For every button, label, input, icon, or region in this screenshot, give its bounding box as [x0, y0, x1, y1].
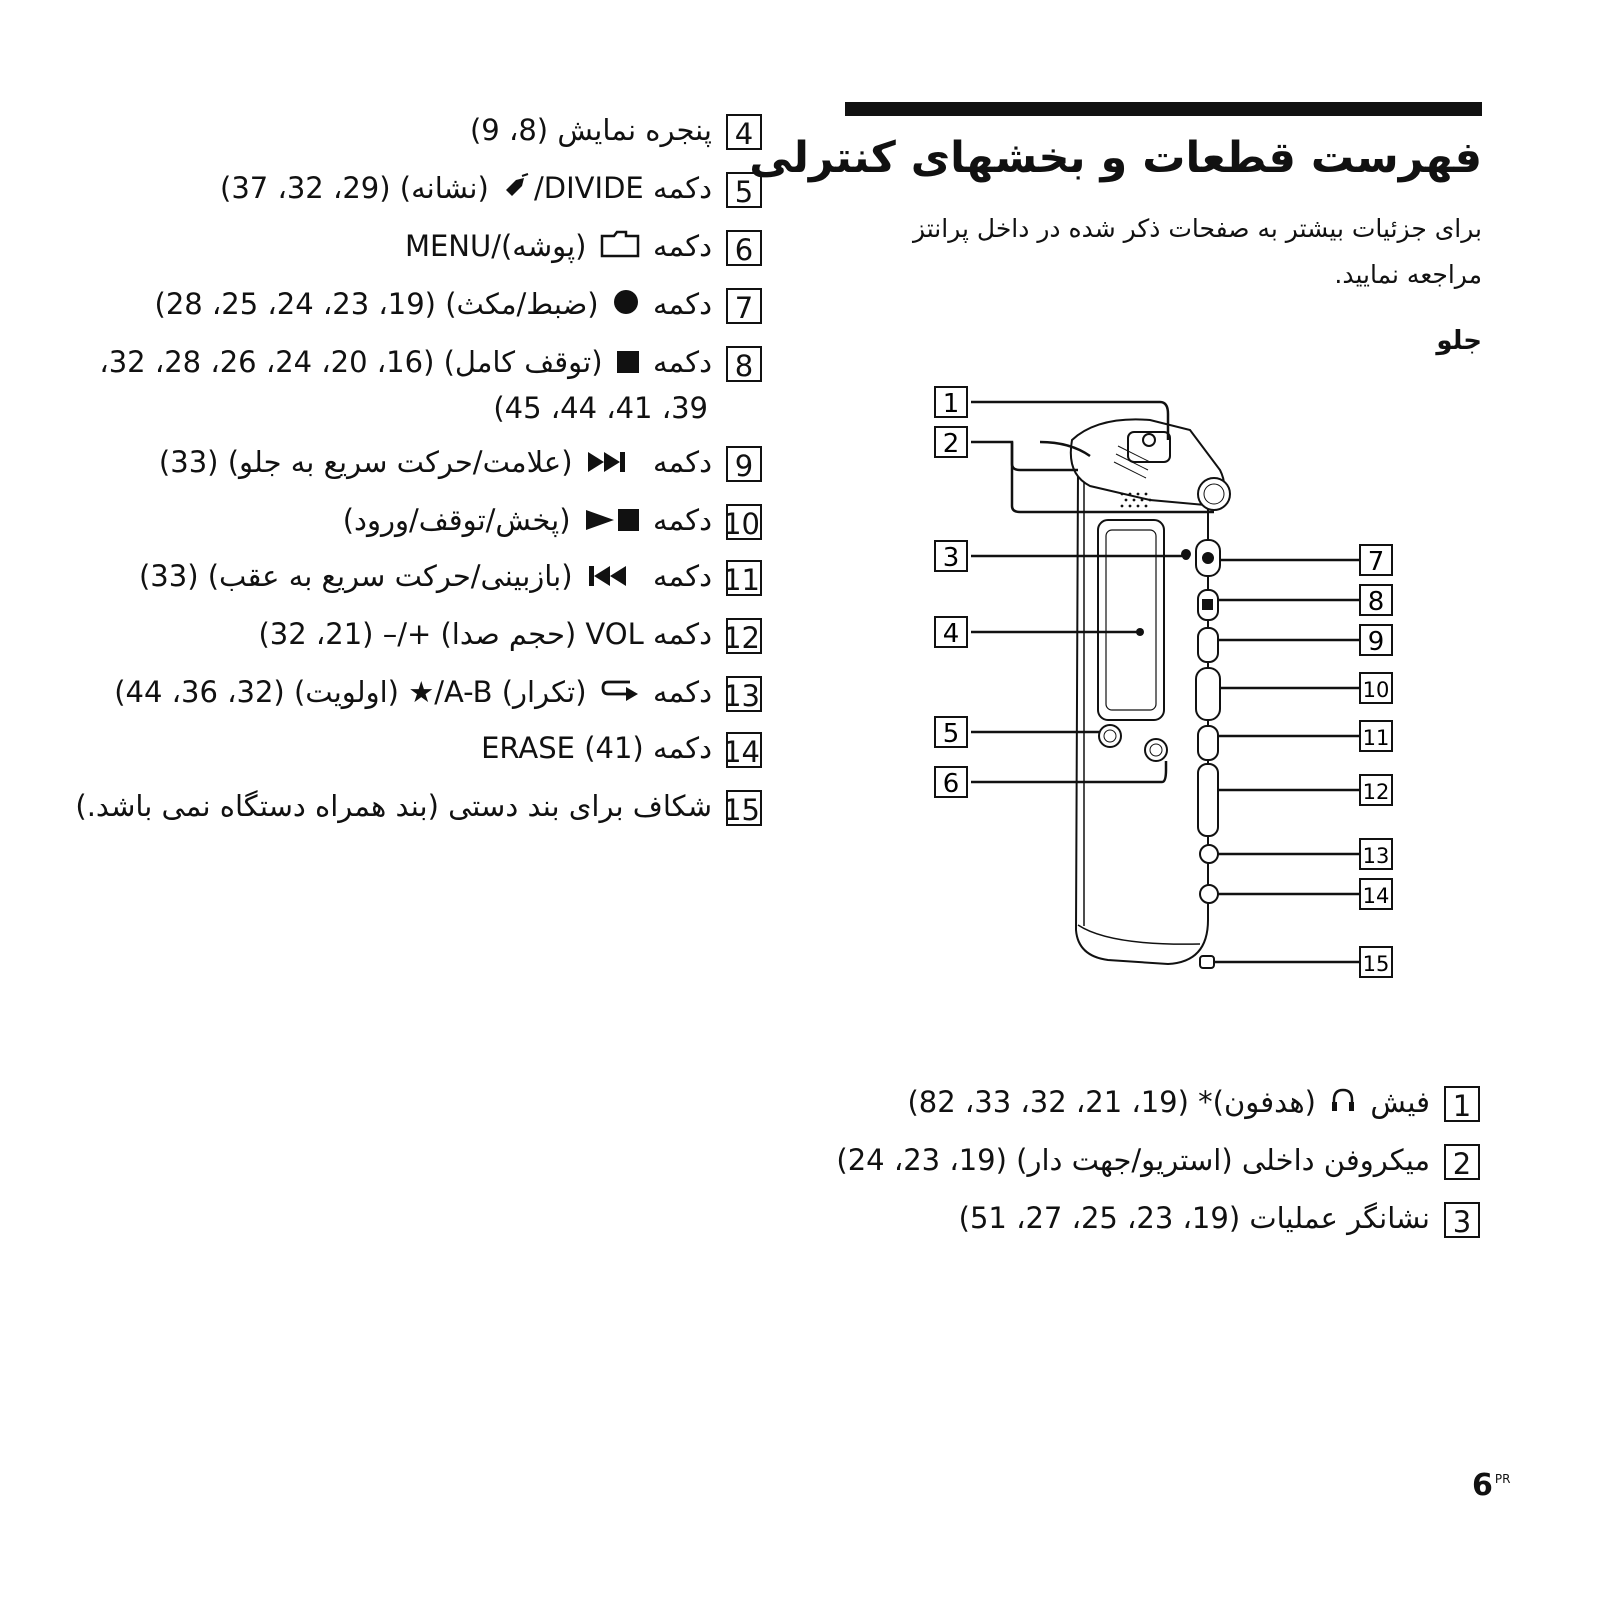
record-icon [612, 284, 640, 328]
svg-text:13: 13 [1362, 844, 1390, 868]
svg-text:5: 5 [942, 719, 960, 749]
play-stop-icon [584, 500, 640, 544]
rewind-icon [586, 556, 628, 600]
page-title: فهرست قطعات و بخشهای کنترلی [749, 133, 1482, 183]
callout-3 [935, 541, 967, 573]
part-text-2: (تکرار) A-B/★ (اولویت) (32، 36، 44) [114, 675, 596, 709]
fast-forward-icon [586, 442, 628, 486]
part-item-9 [159, 440, 762, 486]
svg-text:4: 4 [942, 619, 960, 649]
part-text: میکروفن داخلی (استریو/جهت دار) (19، 23، 24) [836, 1143, 1430, 1177]
recorder-diagram [920, 380, 1400, 1000]
svg-text:8: 8 [1367, 587, 1385, 617]
part-text: دکمه [643, 445, 712, 479]
part-number: 11 [726, 560, 762, 596]
stop-icon [616, 342, 640, 386]
part-text: فیش [1361, 1085, 1430, 1119]
part-number: 14 [726, 732, 762, 768]
part-number: 10 [726, 504, 762, 540]
intro-text: برای جزئیات بیشتر به صفحات ذکر شده در داخل پرانتز مراجعه نمایید. [912, 214, 1482, 289]
callout-2 [935, 427, 967, 459]
section-rule [845, 102, 1482, 116]
part-number: 3 [1444, 1202, 1480, 1238]
callout-11 [1360, 721, 1392, 751]
part-item-3 [959, 1196, 1480, 1240]
part-number: 6 [726, 230, 762, 266]
part-number: 4 [726, 114, 762, 150]
part-text: دکمه [643, 345, 712, 379]
part-item-12 [258, 612, 762, 656]
part-text-2: (نشانه) (29، 32، 37) [220, 171, 499, 205]
part-number: 1 [1444, 1086, 1480, 1122]
callout-10 [1360, 673, 1392, 703]
repeat-icon [600, 672, 640, 716]
part-item-7 [154, 282, 762, 328]
part-text-2: (علامت/حرکت سریع به جلو) (33) [158, 445, 582, 479]
part-item-8 [99, 340, 762, 430]
part-number: 12 [726, 618, 762, 654]
section-label-front: جلو [1436, 326, 1482, 356]
svg-text:9: 9 [1367, 627, 1385, 657]
part-item-4 [470, 108, 762, 152]
callout-13 [1360, 839, 1392, 869]
part-text: شکاف برای بند دستی (بند همراه دستگاه نمی باشد.) [75, 789, 712, 823]
part-text-2: (توقف کامل) (16، 20، 24، 26، 28، 32، [99, 345, 612, 379]
part-number: 7 [726, 288, 762, 324]
part-number: 5 [726, 172, 762, 208]
part-item-15 [75, 784, 762, 828]
folder-icon [600, 226, 640, 270]
svg-text:1: 1 [942, 389, 960, 419]
part-text: دکمه [643, 559, 712, 593]
callout-1 [935, 387, 967, 419]
part-item-5 [220, 166, 762, 212]
callout-15 [1360, 947, 1392, 977]
part-text: پنجره نمایش (8، 9) [469, 113, 712, 147]
callout-12 [1360, 775, 1392, 805]
headphones-icon [1329, 1082, 1357, 1126]
part-item-14 [481, 726, 762, 770]
part-text: نشانگر عملیات (19، 23، 25، 27، 51) [958, 1201, 1430, 1235]
svg-text:12: 12 [1362, 780, 1390, 804]
callout-5 [935, 717, 967, 749]
part-number: 9 [726, 446, 762, 482]
svg-text:14: 14 [1362, 884, 1390, 908]
part-number: 2 [1444, 1144, 1480, 1180]
callout-7 [1360, 545, 1392, 577]
callout-6 [935, 767, 967, 799]
part-item-1 [907, 1080, 1480, 1126]
part-item-11 [139, 554, 762, 600]
svg-text:6: 6 [942, 769, 960, 799]
part-item-2 [836, 1138, 1480, 1182]
part-number: 15 [726, 790, 762, 826]
page-suffix: PR [1494, 1472, 1511, 1486]
callout-4 [935, 617, 967, 649]
page-number: 6 $^{PR}$ [1472, 1468, 1511, 1503]
part-text-2: (پوشه)/MENU [404, 229, 596, 263]
part-text-3: 39، 41، 44، 45) [493, 391, 708, 425]
callout-14 [1360, 879, 1392, 909]
part-number: 13 [726, 676, 762, 712]
part-item-10 [343, 498, 762, 544]
svg-text:11: 11 [1362, 726, 1390, 750]
part-text-2: (پخش/توقف/ورود) [342, 503, 580, 537]
part-text: دکمه [643, 287, 712, 321]
svg-text:2: 2 [942, 429, 960, 459]
part-text-2: (ضبط/مکث) (19، 23، 24، 25، 28) [154, 287, 608, 321]
part-item-13 [114, 670, 762, 716]
callout-8 [1360, 585, 1392, 617]
part-text-2: (بازبینی/حرکت سریع به عقب) (33) [138, 559, 582, 593]
part-item-6 [405, 224, 762, 270]
part-text: دکمه ERASE (41) [481, 731, 712, 765]
part-text: دکمه [643, 675, 712, 709]
svg-text:3: 3 [942, 543, 960, 573]
mark-icon [502, 168, 530, 212]
part-text: دکمه DIVIDE/ [534, 171, 712, 205]
svg-text:7: 7 [1367, 547, 1385, 577]
svg-text:10: 10 [1362, 678, 1390, 702]
callout-9 [1360, 625, 1392, 657]
part-text-2: (هدفون)* (19، 21، 32، 33، 82) [907, 1085, 1326, 1119]
part-text: دکمه [643, 229, 712, 263]
svg-text:15: 15 [1362, 952, 1390, 976]
part-text: دکمه VOL (حجم صدا) +/– (21، 32) [258, 617, 712, 651]
part-text: دکمه [643, 503, 712, 537]
part-number: 8 [726, 346, 762, 382]
